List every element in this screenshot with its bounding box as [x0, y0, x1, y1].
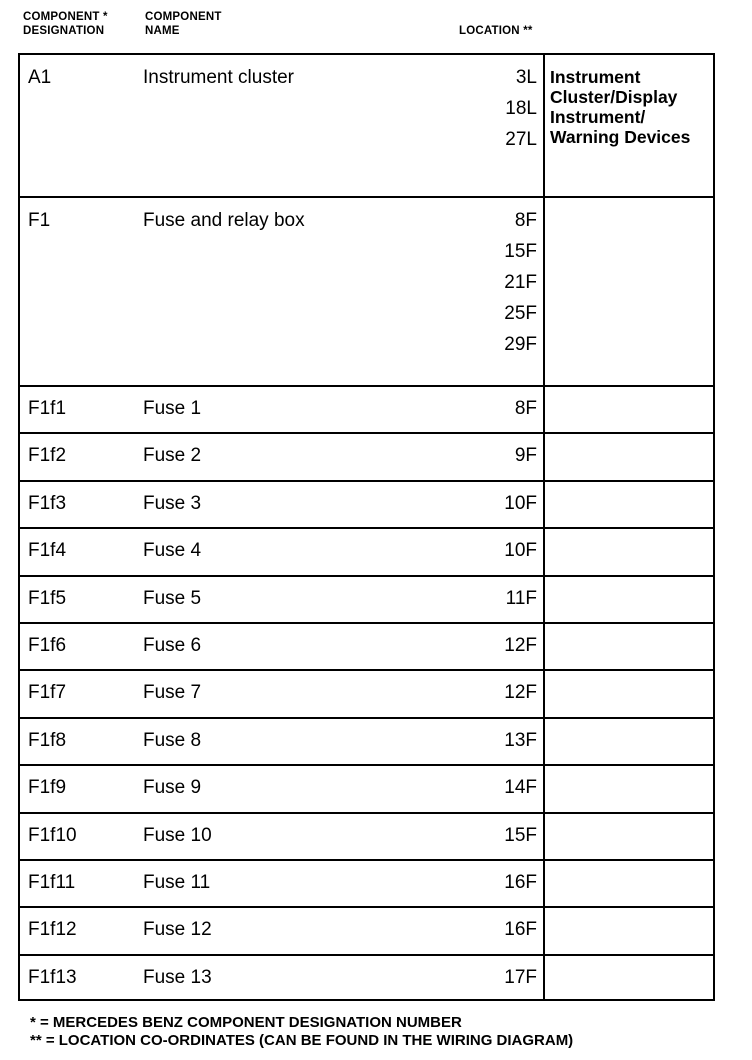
- location-coordinate: 17F: [504, 966, 537, 988]
- location-coordinate: 3L: [515, 67, 537, 88]
- location-list: [504, 962, 537, 993]
- table-row: [20, 671, 713, 718]
- header-designation-line2: DESIGNATION: [23, 25, 105, 37]
- location-coordinate: 29F: [504, 334, 537, 355]
- location-list: [504, 677, 537, 708]
- component-name: Instrument cluster: [143, 67, 294, 88]
- component-name: Fuse and relay box: [143, 210, 305, 231]
- location-list: [506, 583, 537, 614]
- header-name-line1: COMPONENT: [145, 11, 222, 23]
- component-name: Fuse 3: [143, 492, 202, 514]
- component-designation: F1f3: [28, 492, 67, 514]
- location-coordinate: 16F: [504, 872, 537, 893]
- table-row: [20, 529, 713, 576]
- component-table: [18, 53, 715, 1001]
- location-coordinate: 15F: [504, 241, 537, 262]
- location-list: [504, 205, 537, 360]
- footnote-designation: * = MERCEDES BENZ COMPONENT DESIGNATION NUMBER: [30, 1014, 462, 1031]
- location-list: [504, 488, 537, 519]
- location-coordinate: 18L: [505, 98, 537, 119]
- component-designation: F1f12: [28, 919, 77, 941]
- table-row: [20, 908, 713, 955]
- component-designation: F1f10: [28, 824, 77, 846]
- component-designation: F1f8: [28, 729, 67, 751]
- location-coordinate: 9F: [514, 445, 537, 467]
- location-coordinate: 15F: [504, 824, 537, 846]
- table-row: [20, 577, 713, 624]
- location-list: [504, 772, 537, 803]
- location-list: [504, 630, 537, 661]
- table-row: [20, 387, 713, 434]
- component-name: Fuse 11: [143, 872, 211, 893]
- table-row: [20, 198, 713, 387]
- location-coordinate: 27L: [505, 129, 537, 150]
- location-list: [515, 440, 537, 471]
- component-name: Fuse 7: [143, 682, 202, 704]
- table-row: [20, 956, 713, 1003]
- location-coordinate: 11F: [505, 587, 537, 609]
- location-coordinate: 8F: [514, 210, 537, 231]
- component-designation: F1: [28, 210, 51, 231]
- category-line: Instrument/: [550, 107, 646, 127]
- location-list: [504, 867, 537, 898]
- table-row: [20, 624, 713, 671]
- component-name: Fuse 1: [143, 398, 202, 419]
- component-designation: F1f2: [28, 445, 67, 467]
- component-designation: F1f7: [28, 682, 67, 704]
- component-designation: F1f6: [28, 635, 67, 656]
- component-designation: F1f5: [28, 587, 67, 609]
- category-line: Warning Devices: [550, 127, 691, 147]
- component-name: Fuse 4: [143, 540, 202, 562]
- location-list: [504, 725, 537, 756]
- header-designation: [23, 10, 143, 38]
- table-row: [20, 55, 713, 198]
- location-list: [504, 535, 537, 566]
- location-coordinate: 8F: [514, 398, 537, 419]
- location-coordinate: 12F: [504, 635, 537, 656]
- component-name: Fuse 13: [143, 966, 212, 988]
- location-coordinate: 16F: [504, 919, 537, 941]
- location-coordinate: 21F: [504, 272, 537, 293]
- component-designation: F1f4: [28, 540, 67, 562]
- location-coordinate: 14F: [504, 777, 537, 799]
- component-name: Fuse 2: [143, 445, 202, 467]
- footnote-location: ** = LOCATION CO-ORDINATES (CAN BE FOUND IN THE WIRING DIAGRAM): [30, 1032, 574, 1049]
- table-row: [20, 861, 713, 908]
- table-row: [20, 719, 713, 766]
- component-name: Fuse 9: [143, 777, 202, 799]
- table-row: [20, 434, 713, 481]
- component-designation: A1: [28, 67, 52, 88]
- location-list: [504, 914, 537, 945]
- table-row: [20, 482, 713, 529]
- component-designation: F1f1: [28, 398, 67, 419]
- location-coordinate: 10F: [504, 492, 537, 514]
- table-row: [20, 814, 713, 861]
- component-name: Fuse 6: [143, 635, 202, 656]
- header-location: LOCATION **: [459, 25, 533, 37]
- category-line: Instrument: [550, 67, 641, 87]
- table-row: [20, 766, 713, 813]
- location-coordinate: 12F: [504, 682, 537, 704]
- header-name: [145, 10, 265, 38]
- header-designation-line1: COMPONENT *: [23, 11, 108, 23]
- component-name: Fuse 12: [143, 919, 212, 941]
- component-designation: F1f13: [28, 966, 77, 988]
- component-name: Fuse 10: [143, 824, 212, 846]
- component-designation: F1f9: [28, 777, 67, 799]
- location-coordinate: 25F: [504, 303, 537, 324]
- header-name-line2: NAME: [145, 25, 180, 37]
- location-list: [515, 393, 537, 424]
- component-name: Fuse 5: [143, 587, 202, 609]
- location-list: [504, 820, 537, 851]
- location-coordinate: 13F: [504, 729, 537, 751]
- location-coordinate: 10F: [504, 540, 537, 562]
- component-designation: F1f11: [28, 872, 76, 893]
- category-line: Cluster/Display: [550, 87, 678, 107]
- component-name: Fuse 8: [143, 729, 202, 751]
- location-list: [505, 62, 537, 155]
